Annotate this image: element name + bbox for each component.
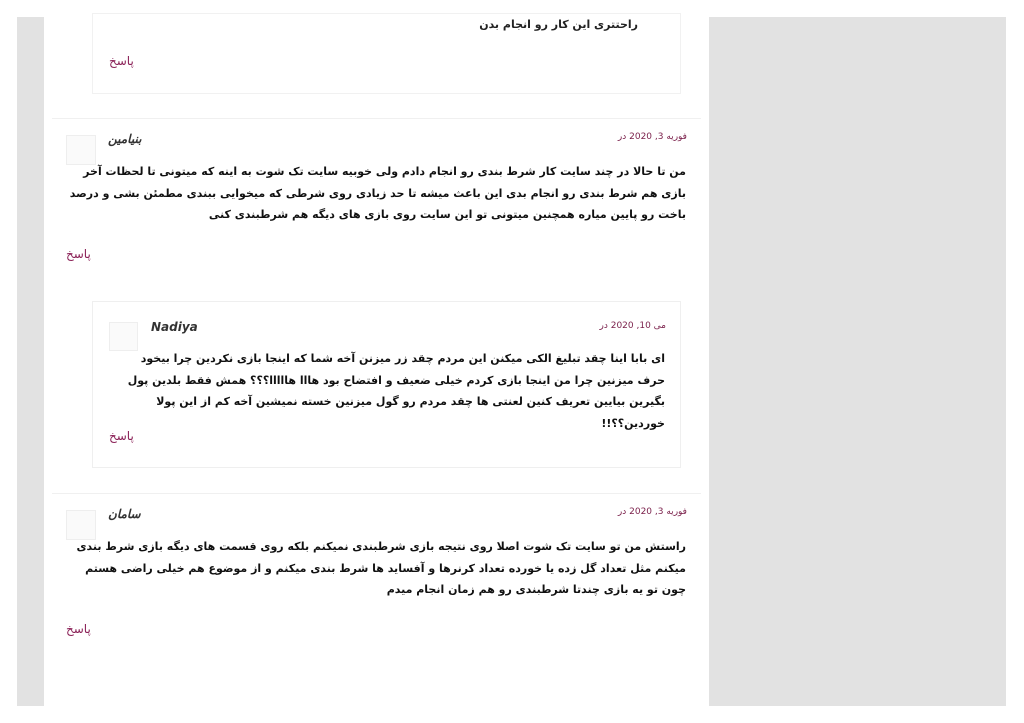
comment-author[interactable]: Nadiya — [151, 320, 198, 334]
comment-date[interactable]: فوریه 3, 2020 در — [617, 132, 687, 142]
reply-link[interactable]: پاسخ — [66, 622, 91, 636]
comment-divider — [52, 493, 701, 494]
comment-text: من تا حالا در چند سایت کار شرط بندی رو انجام دادم ولی خوبیه سایت تک شوت به اینه که میتونی تا لحظات آخر بازی هم شرط بندی رو انجام بدی این باعث میشه تا حد زیادی روی شرطی که میخوایی ببندی مطمئن بشی و درصد باخت رو پایین میاره همچنین میتونی تو این سایت روی بازی های دیگه هم شرطبندی کنی — [69, 165, 686, 221]
avatar — [109, 322, 138, 351]
nested-comment-card — [92, 13, 681, 94]
comment-date[interactable]: می 10, 2020 در — [599, 321, 666, 331]
left-gutter — [17, 17, 44, 706]
comment-divider — [52, 118, 701, 119]
comment-author[interactable]: سامان — [108, 507, 141, 521]
reply-link[interactable]: پاسخ — [109, 54, 134, 68]
comment-date[interactable]: فوریه 3, 2020 در — [617, 507, 687, 517]
reply-link[interactable]: پاسخ — [109, 429, 134, 443]
comment-text: راحتتری این کار رو انجام بدن — [479, 18, 638, 31]
reply-link[interactable]: پاسخ — [66, 247, 91, 261]
nested-comment-card — [92, 301, 681, 468]
comment-text: ای بابا اینا چقد تبلیغ الکی میکنن این مردم چقد زر میزنن آخه شما که اینجا بازی نکردین چرا بیخود حرف میزنین چرا من اینجا بازی کردم خیلی ضعیف و افتضاح بود هااا هااااا؟؟؟ همش فقط بلدین پول بگیرین بیایین تعریف کنین لعنتی ها چقد مردم رو گول میزنین خسته نمیشین آخه کم از این پولا خوردین؟؟!! — [127, 352, 665, 430]
comment-text: راستش من تو سایت تک شوت اصلا روی نتیجه بازی شرطبندی نمیکنم بلکه روی قسمت های دیگه بازی شرط بندی میکنم مثل تعداد گل زده یا خورده تعداد کرنرها و آفساید ها شرط بندی میکنم و از موضوع هم خیلی راضی هستم چون تو یه بازی چندتا شرطبندی رو هم زمان انجام میدم — [76, 540, 686, 596]
sidebar — [709, 17, 1006, 706]
comment — [52, 502, 701, 682]
comment-author[interactable]: بنیامین — [108, 132, 142, 146]
comments-section — [44, 17, 709, 706]
comment — [52, 127, 701, 277]
